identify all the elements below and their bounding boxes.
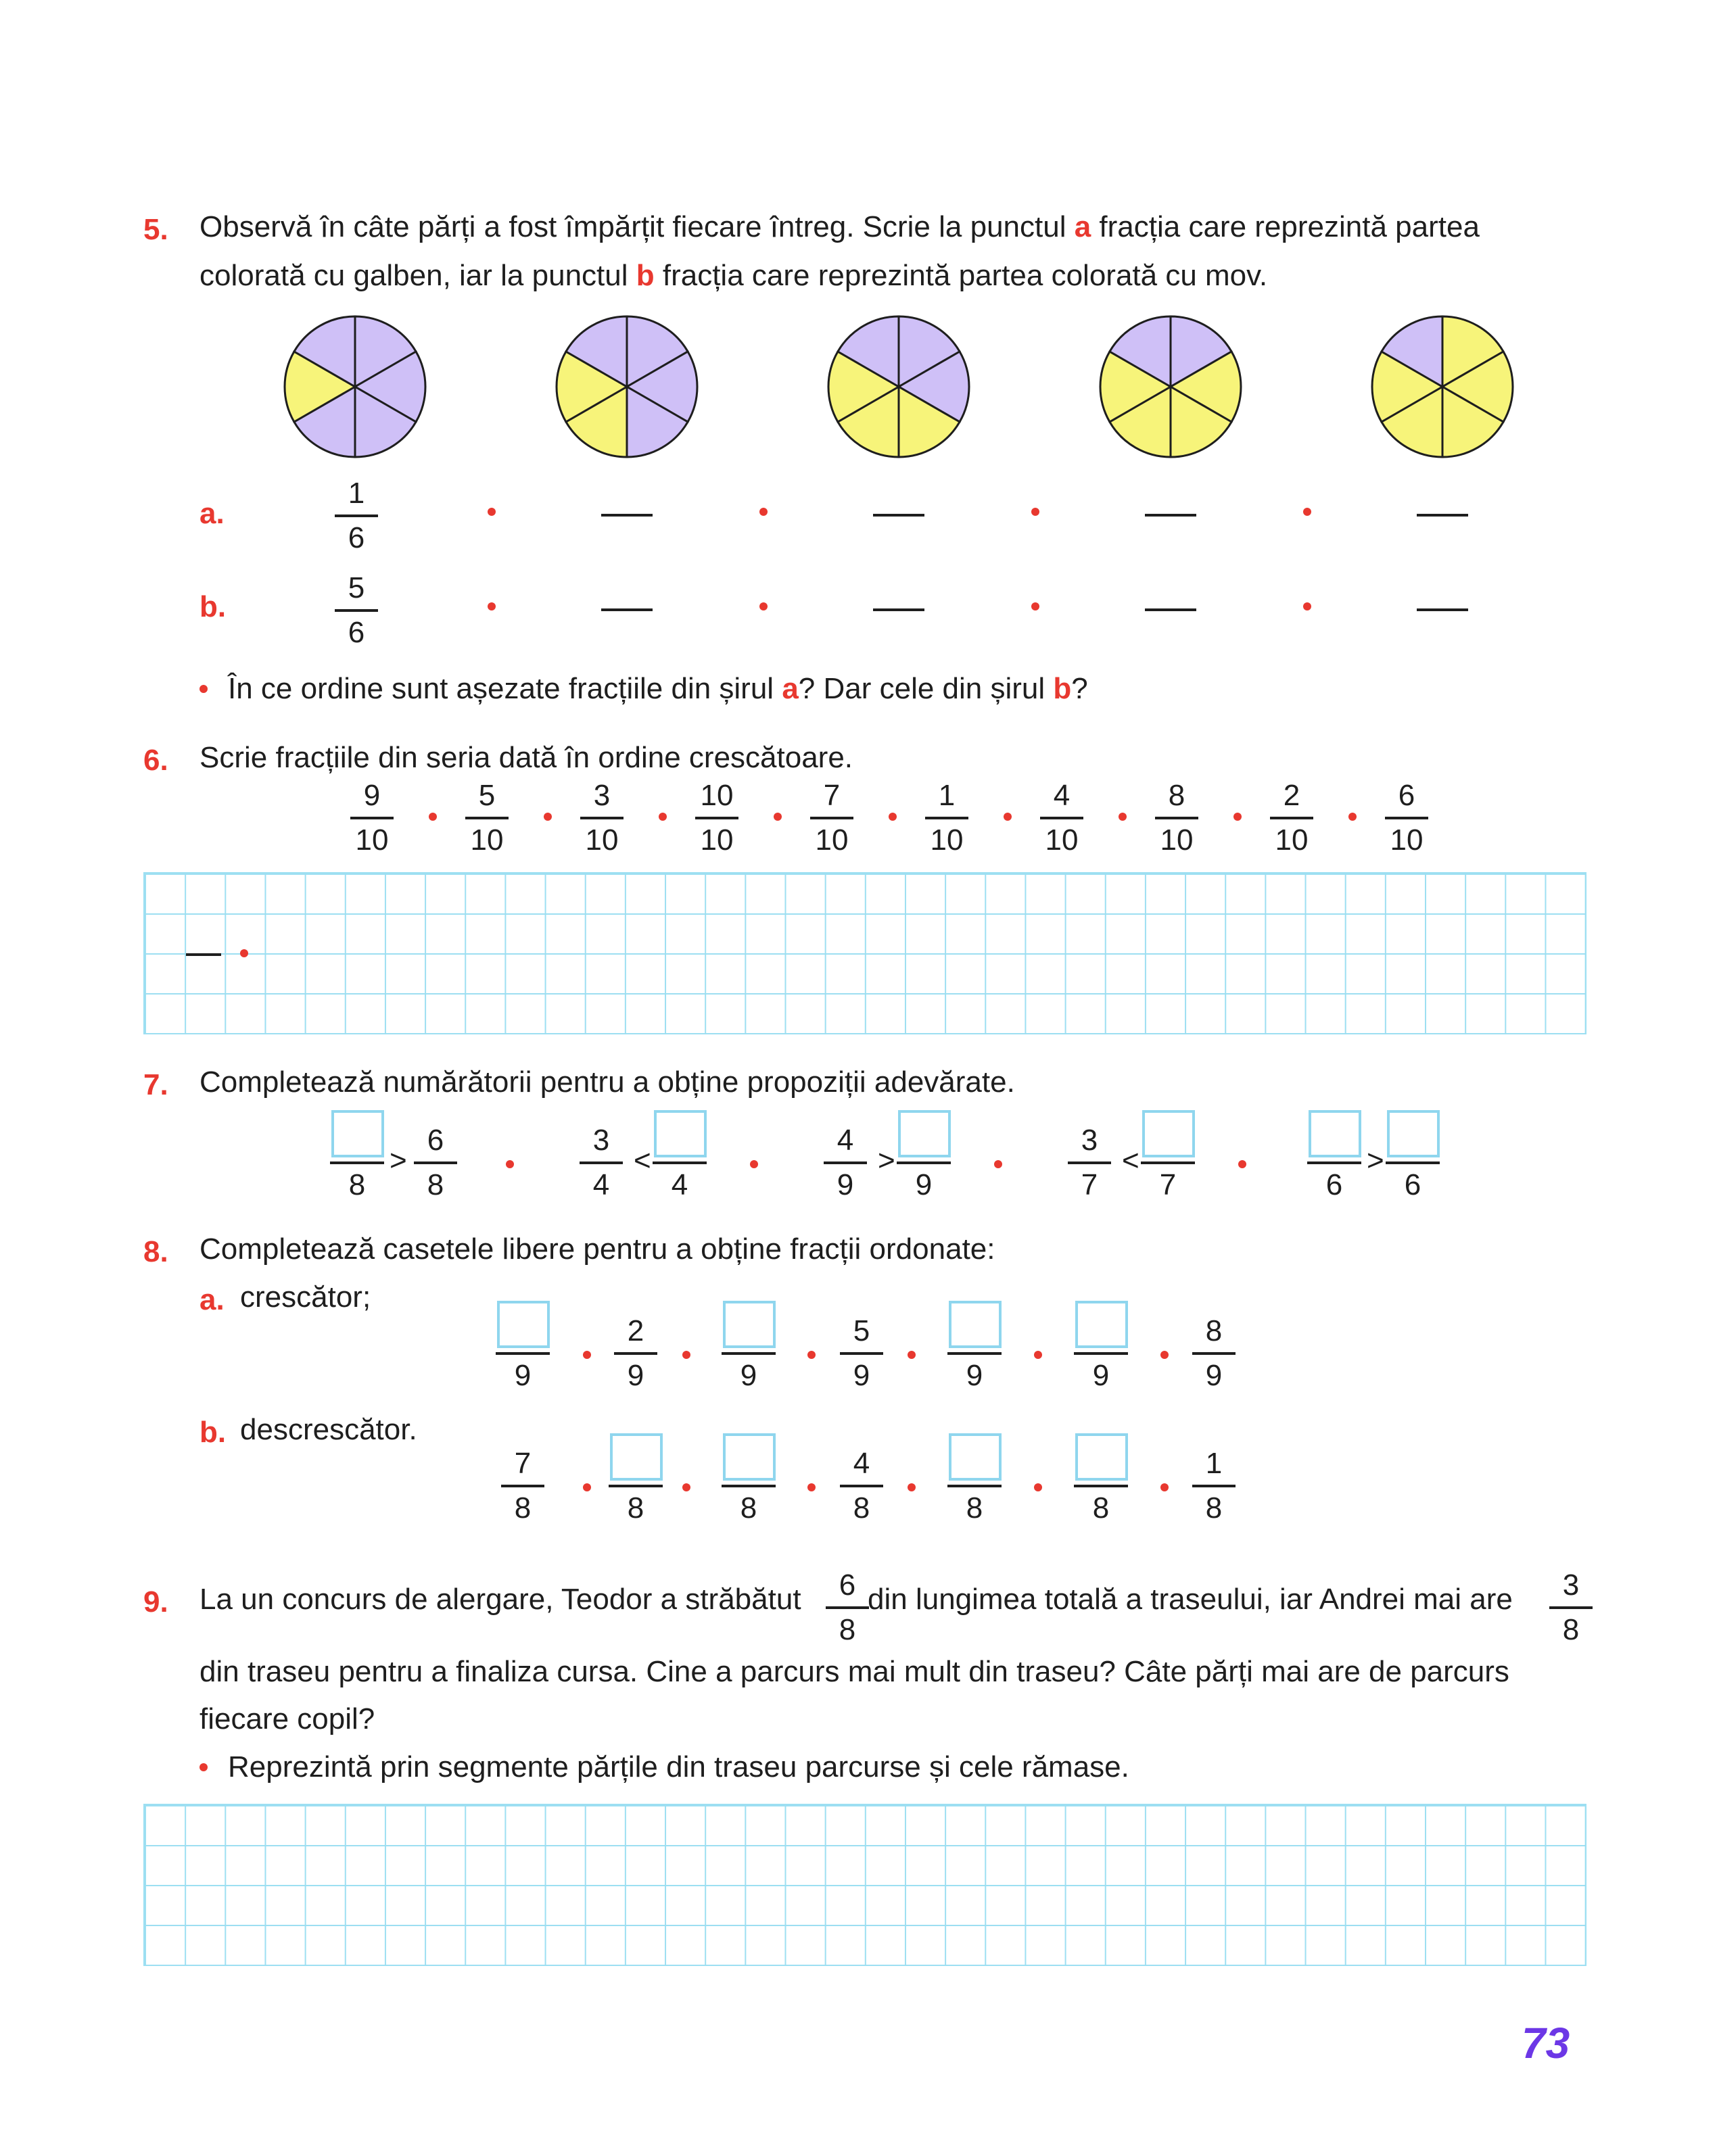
answer-blank[interactable] xyxy=(1417,514,1468,517)
fraction-bar xyxy=(1074,1485,1128,1487)
separator-dot xyxy=(1034,1483,1042,1491)
comparison-operator: > xyxy=(878,1144,895,1177)
exercise-9-bullet: Reprezintă prin segmente părțile din traseu parcurse și cele rămase. xyxy=(228,1750,1129,1783)
answer-blank[interactable] xyxy=(601,608,653,611)
denominator: 9 xyxy=(915,1168,933,1201)
fraction-bar xyxy=(947,1352,1002,1355)
bullet-dot xyxy=(199,1763,208,1771)
series-fraction: 7 10 xyxy=(805,779,859,861)
fraction: 4 9 xyxy=(818,1124,872,1206)
denominator: 8 xyxy=(1092,1491,1110,1525)
example-blank xyxy=(186,953,221,956)
series-fraction: 6 10 xyxy=(1380,779,1434,861)
comparison-operator: < xyxy=(1122,1144,1139,1177)
separator-dot xyxy=(544,813,552,821)
answer-blank[interactable] xyxy=(873,608,924,611)
series-fraction: 10 10 xyxy=(690,779,744,861)
separator-dot xyxy=(488,508,496,516)
denominator: 9 xyxy=(1092,1359,1110,1392)
answer-grid[interactable] xyxy=(143,1804,1586,1966)
fraction-bar xyxy=(722,1485,776,1487)
series-fraction: 1 10 xyxy=(920,779,974,861)
separator-dot xyxy=(807,1483,816,1491)
exercise-9-fraction-teodor: 6 8 xyxy=(820,1568,874,1651)
fraction: 5 9 xyxy=(834,1314,889,1397)
denominator: 9 xyxy=(514,1359,532,1392)
fraction-bar xyxy=(947,1485,1002,1487)
separator-dot xyxy=(1034,1351,1042,1359)
series-fraction: 3 10 xyxy=(575,779,629,861)
denominator: 9 xyxy=(740,1359,757,1392)
separator-dot xyxy=(1031,508,1039,516)
separator-dot xyxy=(583,1351,591,1359)
row-b-label: b. xyxy=(199,590,227,623)
exercise-9-line1-part1: La un concurs de alergare, Teodor a străbătut xyxy=(199,1583,801,1616)
fraction-bar xyxy=(1307,1161,1361,1164)
numerator-input-box[interactable] xyxy=(949,1433,1002,1481)
fraction: 6 8 xyxy=(408,1124,463,1206)
separator-dot xyxy=(1031,602,1039,610)
separator-dot xyxy=(583,1483,591,1491)
exercise-9-number: 9. xyxy=(143,1585,168,1619)
numerator-input-box[interactable] xyxy=(723,1301,776,1348)
exercise-8-number: 8. xyxy=(143,1235,168,1268)
denominator: 6 xyxy=(1404,1168,1421,1201)
exercise-7-number: 7. xyxy=(143,1068,168,1101)
exercise-7-text: Completează numărătorii pentru a obține propoziții adevărate. xyxy=(199,1065,1015,1099)
fraction: 7 8 xyxy=(496,1447,550,1529)
numerator-input-box[interactable] xyxy=(497,1301,550,1348)
series-fraction: 2 10 xyxy=(1265,779,1319,861)
fraction-bar xyxy=(1386,1161,1440,1164)
separator-dot xyxy=(994,1160,1002,1168)
separator-dot xyxy=(908,1483,916,1491)
numerator-input-box[interactable] xyxy=(1075,1433,1128,1481)
exercise-5-number: 5. xyxy=(143,213,168,246)
denominator: 8 xyxy=(627,1491,644,1525)
numerator-input-box[interactable] xyxy=(610,1433,663,1481)
exercise-9-line3: fiecare copil? xyxy=(199,1702,375,1735)
fraction: 2 9 xyxy=(609,1314,663,1397)
numerator-input-box[interactable] xyxy=(331,1110,384,1157)
answer-blank[interactable] xyxy=(601,514,653,517)
separator-dot xyxy=(1348,813,1357,821)
exercise-6-number: 6. xyxy=(143,744,168,777)
separator-dot xyxy=(1160,1351,1169,1359)
separator-dot xyxy=(1238,1160,1246,1168)
bullet-dot xyxy=(199,685,208,693)
answer-blank[interactable] xyxy=(1417,608,1468,611)
exercise-9-fraction-andrei: 3 8 xyxy=(1544,1568,1598,1651)
denominator: 8 xyxy=(966,1491,983,1525)
series-fraction: 5 10 xyxy=(460,779,514,861)
exercise-9-line2: din traseu pentru a finaliza cursa. Cine a parcurs mai mult din traseu? Câte părți mai are de parcurs xyxy=(199,1655,1509,1688)
fraction-bar xyxy=(897,1161,951,1164)
separator-dot xyxy=(1233,813,1242,821)
separator-dot xyxy=(488,602,496,610)
answer-blank[interactable] xyxy=(1145,514,1196,517)
numerator-input-box[interactable] xyxy=(723,1433,776,1481)
fraction-bar xyxy=(496,1352,550,1355)
denominator: 9 xyxy=(966,1359,983,1392)
fraction: 3 7 xyxy=(1062,1124,1116,1206)
separator-dot xyxy=(774,813,782,821)
separator-dot xyxy=(1303,508,1311,516)
separator-dot xyxy=(759,602,768,610)
answer-blank[interactable] xyxy=(1145,608,1196,611)
answer-blank[interactable] xyxy=(873,514,924,517)
fraction-bar xyxy=(609,1485,663,1487)
fraction: 3 4 xyxy=(574,1124,628,1206)
fraction-bar xyxy=(1074,1352,1128,1355)
separator-dot xyxy=(682,1483,690,1491)
separator-dot xyxy=(750,1160,758,1168)
numerator-input-box[interactable] xyxy=(654,1110,707,1157)
separator-dot xyxy=(908,1351,916,1359)
row-a-label: a. xyxy=(199,497,225,530)
series-fraction: 8 10 xyxy=(1150,779,1204,861)
separator-dot xyxy=(1160,1483,1169,1491)
example-dot xyxy=(240,949,248,957)
numerator-input-box[interactable] xyxy=(1142,1110,1195,1157)
ex8-b-label: b. xyxy=(199,1416,227,1449)
numerator-input-box[interactable] xyxy=(1387,1110,1440,1157)
numerator-input-box[interactable] xyxy=(1309,1110,1361,1157)
denominator: 8 xyxy=(348,1168,366,1201)
comparison-operator: > xyxy=(390,1144,407,1177)
ex8-a-text: crescător; xyxy=(240,1280,371,1314)
fraction-circles xyxy=(0,0,1717,487)
separator-dot xyxy=(1004,813,1012,821)
separator-dot xyxy=(682,1351,690,1359)
separator-dot xyxy=(429,813,437,821)
exercise-5-bullet: În ce ordine sunt așezate fracțiile din șirul a? Dar cele din șirul b? xyxy=(228,672,1088,705)
separator-dot xyxy=(807,1351,816,1359)
given-fraction-a: 1 6 xyxy=(329,477,383,559)
exercise-5-text: Observă în câte părți a fost împărțit fiecare întreg. Scrie la punctul a fracția care reprezintă partea colorată cu galben, iar la punctul b fracția care reprezintă partea colorată cu mov. xyxy=(199,210,1480,292)
page-number: 73 xyxy=(1522,2019,1570,2067)
separator-dot xyxy=(1119,813,1127,821)
denominator: 7 xyxy=(1159,1168,1177,1201)
fraction: 8 9 xyxy=(1187,1314,1241,1397)
ex8-b-text: descrescător. xyxy=(240,1413,417,1446)
fraction-bar xyxy=(1141,1161,1195,1164)
numerator-input-box[interactable] xyxy=(898,1110,951,1157)
fraction: 1 8 xyxy=(1187,1447,1241,1529)
comparison-operator: < xyxy=(634,1144,651,1177)
exercise-6-text: Scrie fracțiile din seria dată în ordine crescătoare. xyxy=(199,741,853,774)
separator-dot xyxy=(659,813,667,821)
fraction-bar xyxy=(653,1161,707,1164)
fraction: 4 8 xyxy=(834,1447,889,1529)
ex8-a-label: a. xyxy=(199,1283,225,1316)
separator-dot xyxy=(889,813,897,821)
denominator: 8 xyxy=(740,1491,757,1525)
fraction-bar xyxy=(722,1352,776,1355)
separator-dot xyxy=(759,508,768,516)
series-fraction: 9 10 xyxy=(345,779,399,861)
given-fraction-b: 5 6 xyxy=(329,571,383,654)
exercise-9-line1-part2: din lungimea totală a traseului, iar Andrei mai are xyxy=(868,1583,1513,1616)
exercise-8-text: Completează casetele libere pentru a obține fracții ordonate: xyxy=(199,1232,995,1266)
denominator: 4 xyxy=(671,1168,688,1201)
fraction-bar xyxy=(330,1161,384,1164)
numerator-input-box[interactable] xyxy=(949,1301,1002,1348)
series-fraction: 4 10 xyxy=(1035,779,1089,861)
separator-dot xyxy=(1303,602,1311,610)
numerator-input-box[interactable] xyxy=(1075,1301,1128,1348)
answer-grid[interactable] xyxy=(143,872,1586,1034)
comparison-operator: > xyxy=(1367,1144,1384,1177)
denominator: 6 xyxy=(1325,1168,1343,1201)
separator-dot xyxy=(506,1160,514,1168)
